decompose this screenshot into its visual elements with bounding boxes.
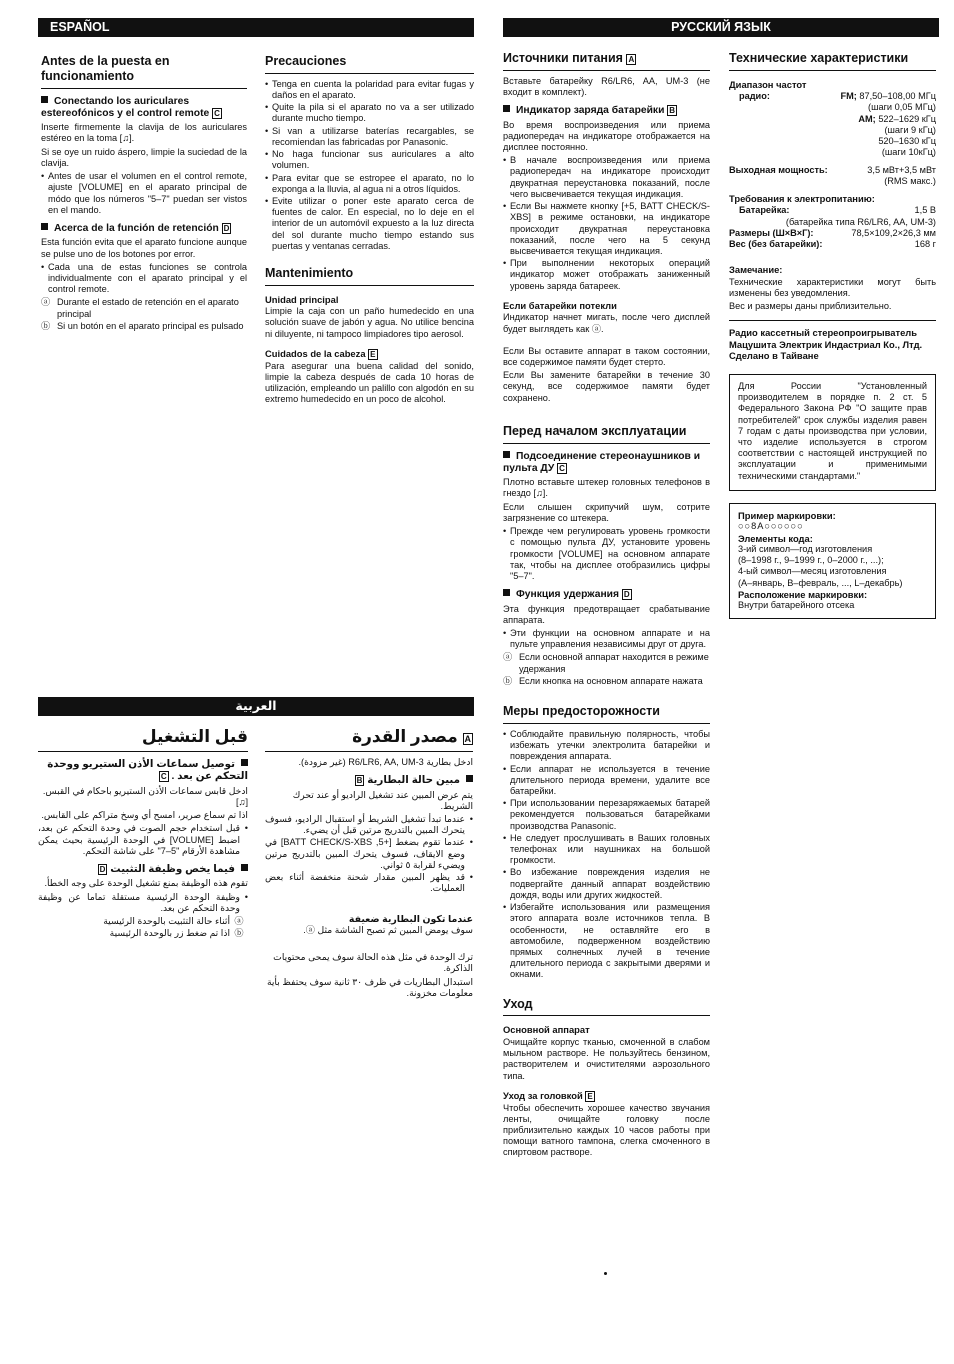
es-column-1	[41, 54, 247, 333]
spec-note-label: Замечание:	[729, 264, 783, 276]
ru-title-before-operation: Перед началом эксплуатации	[503, 424, 710, 444]
es-paragraph: Para asegurar una buena calidad del sonido, limpie la cabeza después de cada 10 horas de utilización, empleando un palillo con algodón en su extremo humedecido en un poco de alcohol.	[265, 360, 474, 405]
ru-paragraph: Чтобы обеспечить хорошее качество звучания ленты, очищайте головку после приблизительно каждых 10 часов работы при помощи ватного тампона, слегка смоченного в спиртовом растворе.	[503, 1102, 710, 1158]
square-bullet-icon	[241, 864, 248, 871]
spec-row: (шаги 10кГц)	[881, 147, 936, 158]
ru-sub-head-care: Уход за головкой E	[503, 1089, 593, 1101]
ar-paragraph: سوف يومض المبين ثم تصبح الشاشة مثل ⓐ.	[303, 925, 473, 936]
ar-circle-item-b: ⓑ اذا تم ضغط زر بالوحدة الرئيسية	[109, 928, 244, 939]
ru-bullet-list	[503, 526, 710, 582]
list-item: • قد يظهر المبين مقدار شحنة منخفضة أثناء بعض العمليات.	[265, 872, 473, 894]
square-bullet-icon	[503, 589, 510, 596]
russia-lifetime-box	[729, 374, 936, 491]
ar-paragraph: يتم عرض المبين عند تشغيل الراديو أو عند تحرك الشريط.	[292, 789, 473, 811]
ru-paragraph: Если слышен скрипучий шум, сотрите загрязнение со штекера.	[503, 501, 710, 523]
ru-paragraph: Технические характеристики могут быть изменены без уведомления.	[729, 276, 936, 298]
list-item: • Соблюдайте правильную полярность, чтобы избежать утечки электролита батарейки и повреждения аппарата.	[503, 729, 710, 763]
ar-paragraph: ادخل قابس سماعات الأذن الستيريو باحكام في القبس. [♫]	[42, 785, 248, 807]
list-item: • При выполнении некоторых операций индикатор может отображать заниженный уровень заряда батареек.	[503, 258, 710, 292]
marking-example-box	[729, 503, 936, 619]
es-heading-headphones: Conectando los auriculares estereofónicos y el control remote C	[41, 95, 220, 119]
ar-sub-weak: عندما تكون البطارية ضعيفة	[348, 912, 473, 924]
spec-fm-row: радио: FM; 87,50–108,00 МГц	[739, 91, 936, 102]
ar-circle-item-a: ⓐ أثناء حالة التثبيت بالوحدة الرئيسية	[103, 916, 244, 927]
list-item: • عندما تبدأ تشغيل الشريط أو استقبال الراديو، فسوف يتحرك المبين بالتدريج مرتين قبل أن يضيء.	[265, 814, 473, 836]
elem-line: (А–январь, В–февраль, ..., L–декабрь)	[738, 577, 903, 588]
ex-label: Пример маркировки:	[738, 509, 836, 521]
es-sub-main-unit: Unidad principal	[265, 293, 339, 305]
figure-box-icon: C	[214, 108, 220, 118]
ru-bullet-list	[503, 155, 710, 292]
box-text: Для России "Установленный производителем в порядке п. 2 ст. 5 Федерального Закона РФ "О защите прав потребителей" срок службы изделия равен 7 годам с даты производства при условии, что изделие используется в строгом соответствии с настоящей инструкцией по эксплуатации и применимыми техническими стандартами."	[738, 380, 927, 481]
list-item: • Tenga en cuenta la polaridad para evitar fugas y daños en el aparato.	[265, 79, 474, 101]
list-item: • Эти функции на основном аппарате и на пульте управления независимы друг от друга.	[503, 628, 710, 650]
ru-paragraph: Если Вы оставите аппарат в таком состоянии, все содержимое памяти будет стерто.	[503, 345, 710, 367]
spec-range-label: Диапазон частот	[729, 78, 807, 90]
list-item: • Если аппарат не используется в течение длительного периода времени, удалите все батарейки.	[503, 764, 710, 798]
ar-heading-hold: فيما يخص وظيفة التثبيت D	[38, 864, 248, 876]
ex-code: ○○8A○○○○○○	[738, 521, 804, 532]
spec-size-row: Размеры (Ш×В×Г): 78,5×109,2×26,3 мм	[729, 227, 936, 238]
list-item: • При использовании перезаряжаемых батарей рекомендуется пользоваться батарейками производства Panasonic.	[503, 798, 710, 832]
ru-circle-item-a: ⓐ Если основной аппарат находится в режиме удержания	[503, 652, 709, 674]
elem-line: (8–1998 г., 9–1999 г., 0–2000 г., ...);	[738, 555, 884, 566]
list-item: • وظيفة الوحدة الرئيسية مستقلة تماما عن وظيفة وحدة التحكم عن بعد.	[38, 892, 248, 914]
loc-text: Внутри батарейного отсека	[738, 600, 855, 611]
figure-box-icon: B	[356, 776, 363, 786]
spec-row: (RMS макс.)	[884, 175, 936, 186]
es-bullet-list	[41, 262, 247, 296]
ru-sub-leak: Если батарейки потекли	[503, 299, 617, 311]
ar-bullet-list	[38, 892, 248, 914]
spec-supply-label: Требования к электропитанию:	[729, 192, 875, 204]
figure-box-icon: A	[628, 55, 635, 64]
spec-am-row: AM; 522–1629 кГц	[858, 113, 936, 124]
ru-heading-headphones: Подсоединение стереонаушников и пульта ДУ C	[503, 450, 701, 474]
list-item: • Evite utilizar o poner este aparato cerca de fuentes de calor. En especial, no lo deje en el interior de un automóvil expuesto a la luz directa del sol durante mucho tiempo estando sus puertas y ventanas cerradas.	[265, 196, 474, 252]
ru-title-care: Уход	[503, 997, 710, 1017]
figure-box-icon: E	[587, 1091, 593, 1101]
list-item: • Если Вы нажмете кнопку [+5, BATT CHECK/S-XBS] в режиме остановки, на индикаторе происходит двукратная переустановка показаний, после чего на 5 секунд высвечивается текущая индикация.	[503, 201, 710, 257]
ru-paragraph: Эта функция предотвращает срабатывание аппарата.	[503, 603, 710, 625]
ar-paragraph: استبدال البطاريات في ظرف ٣٠ ثانية سوف يحتفظ بأية معلومات مخزونة.	[266, 976, 473, 998]
figure-box-icon: D	[623, 590, 630, 600]
list-item: • No haga funcionar sus auriculares a alto volumen.	[265, 149, 474, 171]
ar-title-power: A مصدر القدرة	[265, 727, 473, 752]
spec-row: (шаги 0,05 МГц)	[868, 102, 936, 113]
ru-title-precautions: Меры предосторожности	[503, 704, 710, 724]
loc-label: Расположение маркировки:	[738, 588, 868, 600]
ar-paragraph: تقوم هذه الوظيفة بمنع تشغيل الوحدة على وجه الخطأ.	[44, 878, 248, 889]
ru-paragraph: Вставьте батарейку R6/LR6, AA, UM-3 (не входит в комплект).	[503, 75, 710, 97]
ar-column-before	[38, 727, 248, 940]
es-precautions-list	[265, 79, 474, 252]
ar-heading-battery-indicator: مبين حالة البطارية B	[265, 775, 473, 787]
ar-paragraph: اذا تم سماع صرير، امسح أي وسخ متراكم على القابس.	[41, 810, 248, 821]
figure-box-icon: B	[669, 106, 676, 116]
ar-bullet-list	[265, 814, 473, 895]
list-item: • В начале воспроизведения или приема радиопередач на индикаторе происходит двукратная переустановка показаний, после чего высвечивается текущая индикация.	[503, 155, 710, 200]
square-bullet-icon	[466, 775, 473, 782]
figure-box-icon: A	[464, 734, 471, 744]
ar-paragraph: ادخل بطارية R6/LR6, AA, UM-3 (غير مزودة).	[298, 757, 473, 768]
ru-title-specs: Технические характеристики	[729, 51, 936, 71]
header-arabic: العربية	[38, 697, 474, 716]
elem-label: Элементы кода:	[738, 532, 813, 544]
ru-title-power: Источники питания A	[503, 51, 710, 71]
ru-heading-hold: Функция удержания D	[503, 589, 710, 601]
figure-box-icon: C	[559, 463, 565, 473]
square-bullet-icon	[503, 451, 510, 458]
ru-paragraph: Если Вы замените батарейки в течение 30 секунд, все содержимое памяти будет сохранено.	[503, 370, 710, 403]
spec-row: (батарейка типа R6/LR6, AA, UM-3)	[785, 216, 936, 227]
es-bullet-list	[41, 171, 247, 216]
ru-sub-main-unit: Основной аппарат	[503, 1024, 590, 1036]
ru-paragraph: Плотно вставьте штекер головных телефонов в гнездо [♫].	[503, 477, 710, 499]
es-paragraph: Esta función evita que el aparato funcione aunque se pulse uno de los botones por error.	[41, 237, 247, 259]
list-item: • Во избежание повреждения изделия не подвергайте данный аппарат воздействию дождя, воды или других жидкостей.	[503, 867, 710, 901]
spec-row: 520–1630 кГц	[878, 136, 936, 147]
list-item: • Прежде чем регулировать уровень громкости с помощью пульта ДУ, установите уровень громкости [VOLUME] на основном аппарате так, чтобы на дисплее отобразились цифры "5–7".	[503, 526, 710, 582]
ru-precautions-list	[503, 729, 710, 981]
square-bullet-icon	[241, 759, 248, 766]
figure-box-icon: E	[370, 349, 376, 359]
es-title-precautions: Precauciones	[265, 54, 474, 74]
es-circle-item-a: ⓐ Durante el estado de retención en el aparato principal	[41, 297, 239, 319]
es-paragraph: Si se oye un ruido áspero, limpie la suciedad de la clavija.	[41, 146, 247, 168]
es-title-maintenance: Mantenimiento	[265, 266, 474, 286]
list-item: • قبل استخدام حجم الصوت في وحدة التحكم عن بعد، اضبط [VOLUME] في الوحدة الرئيسية بحيث يمكن مشاهدة الأرقام "5–7" على شاشة التحكم.	[38, 823, 248, 857]
maker-line: Сделано в Тайване	[729, 350, 819, 362]
figure-box-icon: D	[223, 223, 230, 233]
ru-paragraph: Вес и размеры даны приблизительно.	[729, 301, 892, 312]
square-bullet-icon	[41, 223, 48, 230]
ar-column-power	[265, 727, 473, 1001]
ru-paragraph: Очищайте корпус тканью, смоченной в слабом мыльном растворе. Не пользуйтесь бензином, растворителем и очистителями аэрозольного типа.	[503, 1036, 710, 1081]
elem-line: 4-ый символ—месяц изготовления	[738, 566, 887, 577]
ru-circle-item-b: ⓑ Если кнопка на основном аппарате нажата	[503, 675, 703, 686]
es-paragraph: Limpie la caja con un paño humedecido en una solución suave de jabón y agua. No utilice bencina ni diluyente, ni tampoco limpiadores tipo aerosol.	[265, 306, 474, 339]
list-item: • Не следует прослушивать в Ваших головных телефонах или наушниках на большой громкости.	[503, 833, 710, 867]
stray-dot	[604, 1272, 607, 1275]
list-item: • Избегайте использования или размещения этого аппарата возле источников тепла. В особенности, не оставляйте его в автомобиле, подверженном воздействию прямых солнечных лучей в течение длительного периода с закрытыми дверями и окнами.	[503, 902, 710, 981]
list-item: • Antes de usar el volumen en el control remote, ajuste [VOLUME] en el aparato principal de módo que los números "5–7" puedan ser vistos en el mando.	[41, 171, 247, 216]
header-russian: РУССКИЙ ЯЗЫК	[503, 18, 939, 37]
es-circle-item-b: ⓑ Si un botón en el aparato principal es pulsado	[41, 320, 244, 331]
ru-paragraph: Во время воспроизведения или приема радиопередач на индикаторе отображается на дисплее постоянно.	[503, 119, 710, 152]
ru-heading-battery-indicator: Индикатор заряда батарейки B	[503, 105, 710, 117]
list-item: • عندما تقوم بضغط [+5, BATT CHECK/S-XBS] في وضع الايقاف، فسوف يتحرك المبين بالتدريج مرتين ويضيء لقرابة ٥ ثواني.	[265, 837, 473, 871]
ru-column-2	[729, 51, 936, 619]
maker-line: Мацушита Электрик Индастриал Ко., Лтд.	[729, 338, 923, 350]
ar-title-before-operation: قبل التشغيل	[38, 727, 248, 752]
list-item: • Quite la pila si el aparato no va a ser utilizado durante mucho tiempo.	[265, 102, 474, 124]
es-sub-head-care: Cuidados de la cabeza E	[265, 347, 376, 359]
ru-column-1	[503, 51, 710, 1161]
header-espanol: ESPAÑOL	[38, 18, 474, 37]
list-item: • Para evitar que se estropee el aparato, no lo exponga a la lluvia, al agua ni a otros líquidos.	[265, 173, 474, 195]
figure-box-icon: D	[99, 865, 106, 875]
spec-weight-row: Вес (без батарейки): 168 г	[729, 239, 936, 250]
es-column-2	[265, 54, 474, 408]
ru-paragraph: Индикатор начнет мигать, после чего дисплей будет выглядеть как ⓐ.	[503, 312, 710, 334]
square-bullet-icon	[41, 96, 48, 103]
es-paragraph: Inserte firmemente la clavija de los auriculares estéreo en la toma [♫].	[41, 122, 247, 144]
square-bullet-icon	[503, 105, 510, 112]
ar-paragraph: ترك الوحدة في مثل هذه الحالة سوف يمحى محتويات الذاكرة.	[273, 952, 473, 974]
ar-heading-headphones: توصيل سماعات الأذن الستيريو ووحدة التحكم عن بعد . C	[47, 759, 248, 783]
ru-bullet-list	[503, 628, 710, 650]
divider	[729, 320, 936, 321]
es-title-before-operation: Antes de la puesta en funcionamiento	[41, 54, 247, 89]
elem-line: 3-ий символ—год изготовления	[738, 543, 873, 554]
list-item: • Cada una de estas funciones se controla individualmente con el aparato principal y el control remote.	[41, 262, 247, 296]
es-heading-hold: Acerca de la función de retención D	[41, 223, 247, 235]
figure-box-icon: C	[160, 772, 167, 782]
spec-battery-row: Батарейка: 1,5 В	[739, 205, 936, 216]
maker-line: Радио кассетный стереопроигрыватель	[729, 327, 918, 339]
spec-power-row: Выходная мощность: 3,5 мВт+3,5 мВт	[729, 164, 936, 175]
ar-bullet-list	[38, 823, 248, 857]
list-item: • Si van a utilizarse baterías recargables, se recomiendan las fabricadas por Panasonic.	[265, 126, 474, 148]
spec-row: (шаги 9 кГц)	[884, 124, 936, 135]
